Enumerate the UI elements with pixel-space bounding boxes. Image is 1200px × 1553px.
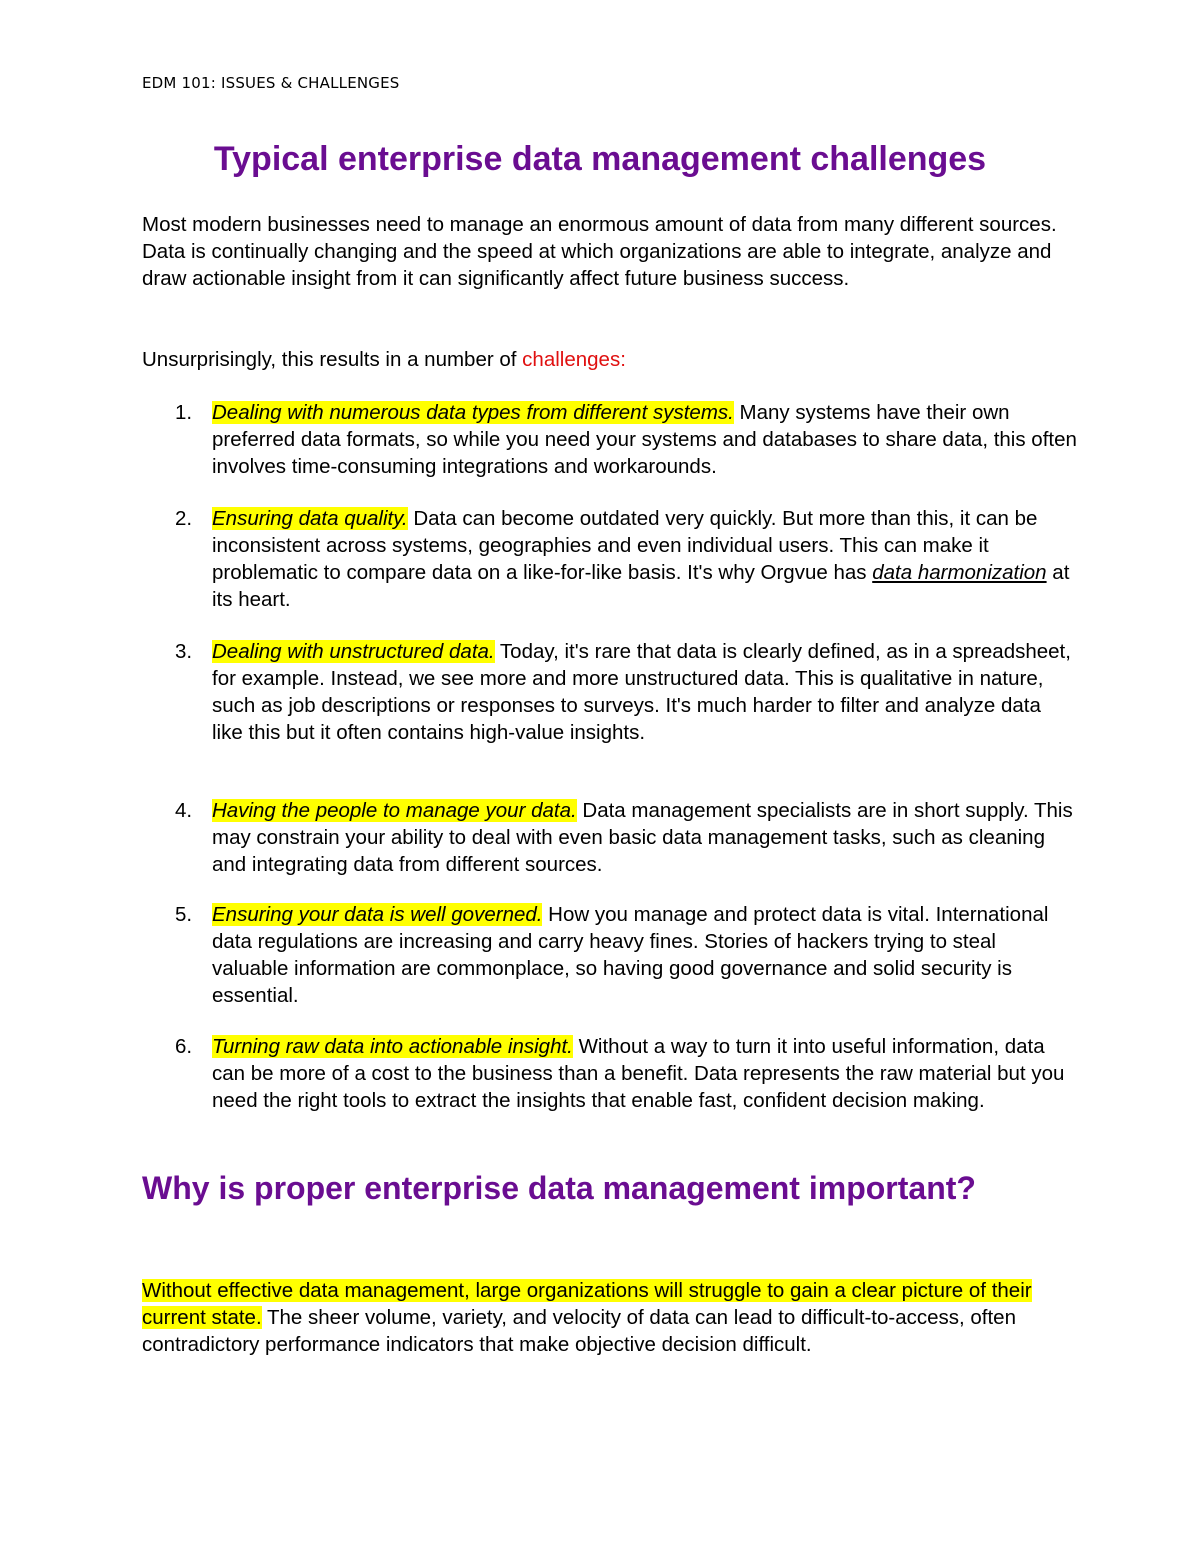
page-header: EDM 101: ISSUES & CHALLENGES (142, 74, 400, 92)
intro-paragraph: Most modern businesses need to manage an enormous amount of data from many different sources. Data is continually changing and the speed at which organizations are able to integrate, analyze and draw actionable insight from it can significantly affect future business success. (142, 213, 1057, 290)
list-number: 5. (175, 903, 193, 926)
list-number: 3. (175, 640, 193, 663)
list-item (142, 505, 1077, 613)
section-heading: Why is proper enterprise data management important? (142, 1170, 976, 1206)
list-item (142, 797, 1077, 878)
list-item-text: How you manage and protect data is vital. International data regulations are increasing and carry heavy fines. Stories of hackers trying to steal valuable information are commonplace, so having good governance and solid security is essential. (212, 903, 1049, 1007)
list-item (142, 1033, 1077, 1114)
list-number: 1. (175, 401, 193, 424)
list-item-text: Many systems have their own preferred data formats, so while you need your systems and databases to share data, this often involves time-consuming integrations and workarounds. (212, 401, 1077, 478)
lead-text: Unsurprisingly, this results in a number of (142, 348, 523, 371)
list-number: 2. (175, 507, 193, 530)
list-item-text-end: at its heart. (212, 561, 1070, 611)
data-harmonization-link[interactable]: data harmonization (872, 561, 1047, 584)
lead-paragraph (142, 346, 1077, 373)
list-item-title: Dealing with numerous data types from different systems. (212, 401, 734, 424)
list-item-title: Dealing with unstructured data. (212, 640, 495, 663)
list-number: 6. (175, 1035, 193, 1058)
list-item-text: Without a way to turn it into useful information, data can be more of a cost to the business than a benefit. Data represents the raw material but you need the right tools to extract the insights that enable fast, confident decision making. (212, 1035, 1065, 1112)
list-item (142, 399, 1077, 480)
list-item-text: Data management specialists are in short supply. This may constrain your ability to deal with even basic data management tasks, such as cleaning and integrating data from different sources. (212, 799, 1073, 876)
list-item-text: Today, it's rare that data is clearly defined, as in a spreadsheet, for example. Instead, we see more and more unstructured data. This is qualitative in nature, such as job descriptions or responses to surveys. It's much harder to filter and analyze data like this but it often contains high-value insights. (212, 640, 1071, 744)
section-text: The sheer volume, variety, and velocity of data can lead to difficult-to-access, often contradictory performance indicators that make objective decision difficult. (142, 1306, 1016, 1356)
list-item-title: Having the people to manage your data. (212, 799, 577, 822)
section-paragraph (142, 1277, 1077, 1358)
lead-highlight: challenges: (522, 348, 626, 371)
page-title: Typical enterprise data management challenges (213, 140, 987, 178)
list-number: 4. (175, 799, 193, 822)
list-item-text: Data can become outdated very quickly. But more than this, it can be inconsistent across systems, geographies and even individual users. This can make it problematic to compare data on a like-for-like basis. It's why Orgvue has (212, 507, 1038, 584)
list-item (142, 901, 1077, 1009)
section-highlight: Without effective data management, large organizations will struggle to gain a clear picture of their current state. (142, 1279, 1032, 1329)
list-item-title: Turning raw data into actionable insight. (212, 1035, 573, 1058)
list-item-title: Ensuring your data is well governed. (212, 903, 543, 926)
list-item-title: Ensuring data quality. (212, 507, 408, 530)
list-item (142, 638, 1077, 746)
